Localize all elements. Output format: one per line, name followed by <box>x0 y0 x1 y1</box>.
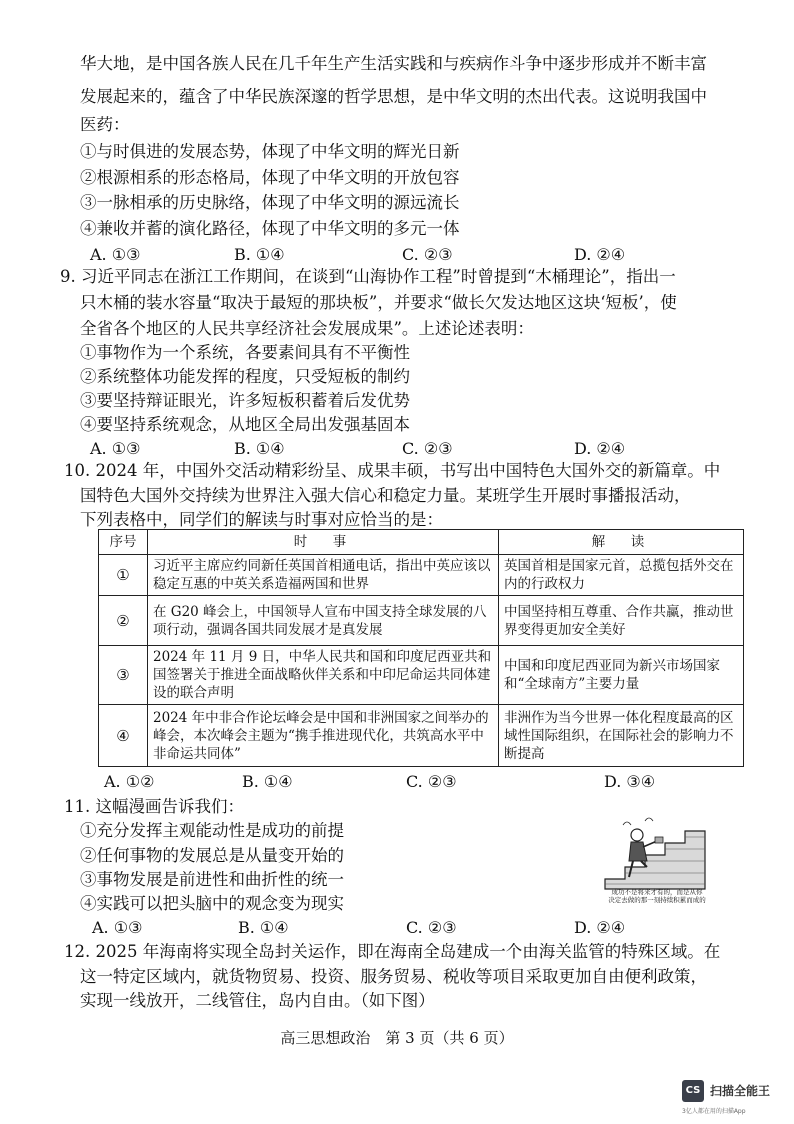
row-no: ② <box>99 596 148 646</box>
row-reading: 英国首相是国家元首，总揽包括外交在内的行政权力 <box>499 555 744 596</box>
table-header-row <box>99 530 744 555</box>
cartoon-caption <box>572 888 742 904</box>
q9-stem-line-1: 9. 习近平同志在浙江工作期间，在谈到“山海协作工程”时曾提到“木桶理论”，指出一 <box>60 267 676 286</box>
q9-statement-2: ②系统整体功能发挥的程度，只受短板的制约 <box>80 367 410 386</box>
q8-intro-line-3: 医药： <box>80 115 130 134</box>
q10-option-c: C. ②③ <box>406 772 457 791</box>
q9-statement-4: ④要坚持系统观念，从地区全局出发强基固本 <box>80 415 410 434</box>
brand-name: 扫描全能王 <box>710 1084 771 1098</box>
q10-table <box>98 529 744 767</box>
table-row <box>99 646 744 705</box>
row-event: 在 G20 峰会上，中国领导人宣布中国支持全球发展的八项行动，强调各国共同发展才是真发展 <box>148 596 499 646</box>
q11-option-b: B. ①④ <box>238 918 289 937</box>
brand-tagline: 3亿人都在用的扫描App <box>682 1108 746 1115</box>
q8-options <box>0 245 794 265</box>
q9-option-c: C. ②③ <box>402 439 453 458</box>
row-no: ④ <box>99 705 148 767</box>
q8-statement-3: ③一脉相承的历史脉络，体现了中华文明的源远流长 <box>80 193 460 212</box>
q9-options <box>0 439 794 459</box>
q11-stem: 11. 这幅漫画告诉我们： <box>64 797 244 816</box>
row-reading: 中国和印度尼西亚同为新兴市场国家和“全球南方”主要力量 <box>499 646 744 705</box>
q11-option-a: A. ①③ <box>92 918 143 937</box>
q9-option-b: B. ①④ <box>234 439 285 458</box>
q12-stem-line-2: 这一特定区域内，就货物贸易、投资、服务贸易、税收等项目采取更加自由便利政策， <box>80 967 707 986</box>
table-row <box>99 705 744 767</box>
row-event: 2024 年中非合作论坛峰会是中国和非洲国家之间举办的峰会，本次峰会主题为“携手推进现代化，共筑高水平中非命运共同体” <box>148 705 499 767</box>
page-footer: 高三思想政治 第 3 页（共 6 页） <box>280 1029 514 1047</box>
q8-option-b: B. ①④ <box>234 245 285 264</box>
q9-option-a: A. ①③ <box>90 439 141 458</box>
q10-option-a: A. ①② <box>104 772 155 791</box>
row-no: ① <box>99 555 148 596</box>
q9-statement-3: ③要坚持辩证眼光，许多短板积蓄着后发优势 <box>80 391 410 410</box>
cartoon-caption-line-2: 决定去做的那一刻持续积累而成的 <box>608 896 706 904</box>
q11-option-c: C. ②③ <box>406 918 457 937</box>
q10-stem-line-1: 10. 2024 年，中国外交活动精彩纷呈、成果丰硕，书写出中国特色大国外交的新篇章。中 <box>64 461 721 480</box>
header-reading: 解 读 <box>499 530 744 555</box>
row-reading: 非洲作为当今世界一体化程度最高的区域性国际组织，在国际社会的影响力不断提高 <box>499 705 744 767</box>
q11-statement-1: ①充分发挥主观能动性是成功的前提 <box>80 821 344 840</box>
header-event: 时 事 <box>148 530 499 555</box>
q8-statement-1: ①与时俱进的发展态势，体现了中华文明的辉光日新 <box>80 142 460 161</box>
q11-option-d: D. ②④ <box>574 918 626 937</box>
q11-statement-4: ④实践可以把头脑中的观念变为现实 <box>80 894 344 913</box>
scanner-watermark <box>682 1080 782 1120</box>
q8-option-a: A. ①③ <box>90 245 141 264</box>
camscanner-logo-icon: CS <box>682 1080 704 1102</box>
table-row <box>99 555 744 596</box>
q8-statement-2: ②根源相系的形态格局，体现了中华文明的开放包容 <box>80 168 460 187</box>
q10-stem-line-3: 下列表格中，同学们的解读与时事对应恰当的是： <box>80 510 443 529</box>
row-no: ③ <box>99 646 148 705</box>
q9-statement-1: ①事物作为一个系统，各要素间具有不平衡性 <box>80 343 410 362</box>
q8-statement-4: ④兼收并蓄的演化路径，体现了中华文明的多元一体 <box>80 219 460 238</box>
row-reading: 中国坚持相互尊重、合作共赢，推动世界变得更加安全美好 <box>499 596 744 646</box>
q9-option-d: D. ②④ <box>574 439 626 458</box>
q10-stem-line-2: 国特色大国外交持续为世界注入强大信心和稳定力量。某班学生开展时事播报活动， <box>80 486 691 505</box>
header-no: 序号 <box>99 530 148 555</box>
cartoon-caption-line-1: 成功不是将来才有的，而是从你 <box>611 888 703 896</box>
q8-intro-line-1: 华大地，是中国各族人民在几千年生产生活实践和与疾病作斗争中逐步形成并不断丰富 <box>80 54 707 73</box>
q8-option-d: D. ②④ <box>574 245 626 264</box>
q8-option-c: C. ②③ <box>402 245 453 264</box>
q9-stem-line-3: 全省各个地区的人民共享经济社会发展成果”。上述论述表明： <box>80 319 534 338</box>
table-row <box>99 596 744 646</box>
q11-statement-3: ③事物发展是前进性和曲折性的统一 <box>80 870 344 889</box>
q12-stem-line-1: 12. 2025 年海南将实现全岛封关运作，即在海南全岛建成一个由海关监管的特殊区域。在 <box>64 942 721 961</box>
row-event: 2024 年 11 月 9 日，中华人民共和国和印度尼西亚共和国签署关于推进全面战略伙伴关系和中印尼命运共同体建设的联合声明 <box>148 646 499 705</box>
q10-option-d: D. ③④ <box>604 772 656 791</box>
q10-options <box>0 772 794 792</box>
q10-option-b: B. ①④ <box>242 772 293 791</box>
q11-statement-2: ②任何事物的发展总是从量变开始的 <box>80 846 344 865</box>
q9-stem-line-2: 只木桶的装水容量“取决于最短的那块板”，并要求“做长欠发达地区这块‘短板’，使 <box>80 293 677 312</box>
row-event: 习近平主席应约同新任英国首相通电话，指出中英应该以稳定互惠的中英关系造福两国和世界 <box>148 555 499 596</box>
q11-options <box>0 918 794 938</box>
q12-stem-line-3: 实现一线放开，二线管住，岛内自由。（如下图） <box>80 991 435 1010</box>
q8-intro-line-2: 发展起来的，蕴含了中华民族深邃的哲学思想，是中华文明的杰出代表。这说明我国中 <box>80 87 707 106</box>
